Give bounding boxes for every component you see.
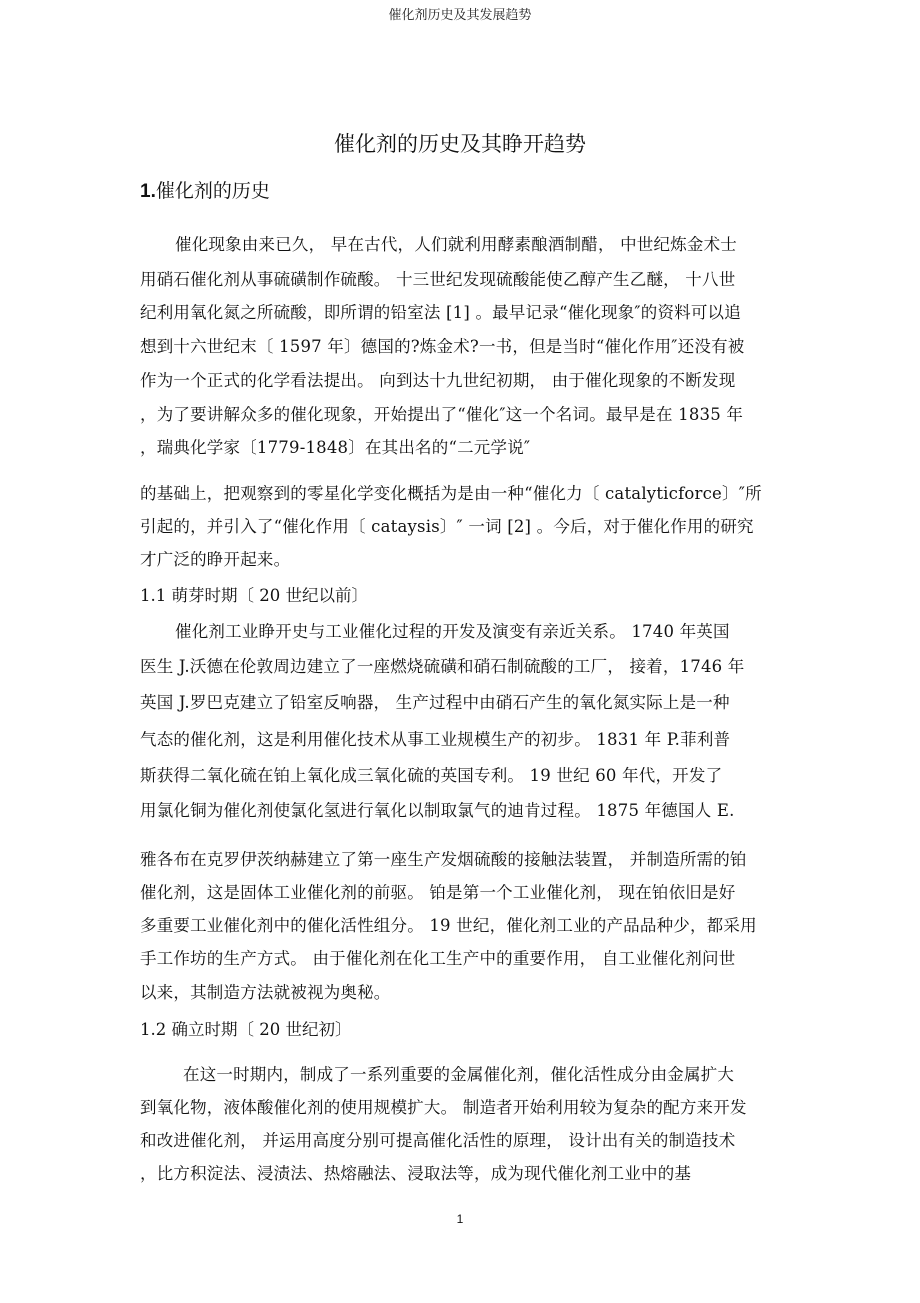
paragraph-line: ，瑞典化学家〔1779-1848〕在其出名的“二元学说″: [140, 438, 531, 457]
document-title: 催化剂的历史及其睁开趋势: [334, 132, 586, 156]
paragraph-line: 用氯化铜为催化剂使氯化氢进行氧化以制取氯气的迪肯过程。 1875 年德国人 E.: [140, 801, 735, 820]
paragraph-line: 催化剂工业睁开史与工业催化过程的开发及演变有亲近关系。 1740 年英国: [175, 622, 730, 641]
paragraph-line: 想到十六世纪末〔 1597 年〕德国的?炼金术?一书，但是当时“催化作用″还没有被: [140, 337, 745, 356]
page-number: 1: [456, 1212, 464, 1226]
paragraph-line: 以来，其制造方法就被视为奥秘。: [140, 983, 391, 1002]
paragraph-line: 在这一时期内，制成了一系列重要的金属催化剂，催化活性成分由金属扩大: [183, 1065, 735, 1084]
paragraph-line: ，为了要讲解众多的催化现象，开始提出了“催化″这一个名词。最早是在 1835 年: [140, 405, 744, 424]
paragraph-line: 医生 J.沃德在伦敦周边建立了一座燃烧硫磺和硝石制硫酸的工厂， 接着，1746 年: [140, 657, 745, 676]
section-number: 1.: [140, 181, 156, 202]
paragraph-line: 纪利用氧化氮之所硫酸，即所谓的铅室法 [1] 。最早记录“催化现象″的资料可以追: [140, 303, 741, 322]
paragraph-line: 的基础上，把观察到的零星化学变化概括为是由一种“催化力〔 catalyticforce〕″所: [140, 484, 762, 503]
running-header: 催化剂历史及其发展趋势: [388, 8, 532, 23]
paragraph-line: 和改进催化剂， 并运用高度分别可提高催化活性的原理， 设计出有关的制造技术: [140, 1131, 736, 1150]
section-title: 催化剂的历史: [155, 180, 270, 202]
subsection-heading: 1.1 萌芽时期〔 20 世纪以前〕: [140, 586, 368, 605]
paragraph-line: 雅各布在克罗伊茨纳赫建立了第一座生产发烟硫酸的接触法装置， 并制造所需的铂: [140, 850, 747, 869]
paragraph-line: 斯获得二氧化硫在铂上氧化成三氧化硫的英国专利。 19 世纪 60 年代，开发了: [140, 766, 723, 785]
paragraph-line: 作为一个正式的化学看法提出。 向到达十九世纪初期， 由于催化现象的不断发现: [140, 371, 736, 390]
paragraph-line: 催化现象由来已久， 早在古代，人们就利用酵素酿酒制醋， 中世纪炼金术士: [175, 235, 737, 254]
paragraph-line: 引起的，并引入了“催化作用〔 cataysis〕″ 一词 [2] 。今后，对于催化作用的研究: [140, 517, 754, 536]
paragraph-line: 用硝石催化剂从事硫磺制作硫酸。 十三世纪发现硫酸能使乙醇产生乙醚， 十八世: [140, 270, 736, 289]
paragraph-line: 催化剂，这是固体工业催化剂的前驱。 铂是第一个工业催化剂， 现在铂依旧是好: [140, 883, 736, 902]
paragraph-line: 英国 J.罗巴克建立了铅室反响器， 生产过程中由硝石产生的氧化氮实际上是一种: [140, 693, 730, 712]
paragraph-line: 到氧化物，液体酸催化剂的使用规模扩大。 制造者开始利用较为复杂的配方来开发: [140, 1098, 747, 1117]
paragraph-line: 多重要工业催化剂中的催化活性组分。 19 世纪，催化剂工业的产品品种少，都采用: [140, 916, 757, 935]
paragraph-line: 气态的催化剂，这是利用催化技术从事工业规模生产的初步。 1831 年 P.菲利普: [140, 730, 731, 749]
paragraph-line: 才广泛的睁开起来。: [140, 550, 291, 569]
paragraph-line: 手工作坊的生产方式。 由于催化剂在化工生产中的重要作用， 自工业催化剂问世: [140, 949, 736, 968]
section-heading: [140, 176, 270, 203]
paragraph-line: ，比方积淀法、浸渍法、热熔融法、浸取法等，成为现代催化剂工业中的基: [140, 1164, 692, 1183]
subsection-heading: 1.2 确立时期〔 20 世纪初〕: [140, 1020, 352, 1039]
